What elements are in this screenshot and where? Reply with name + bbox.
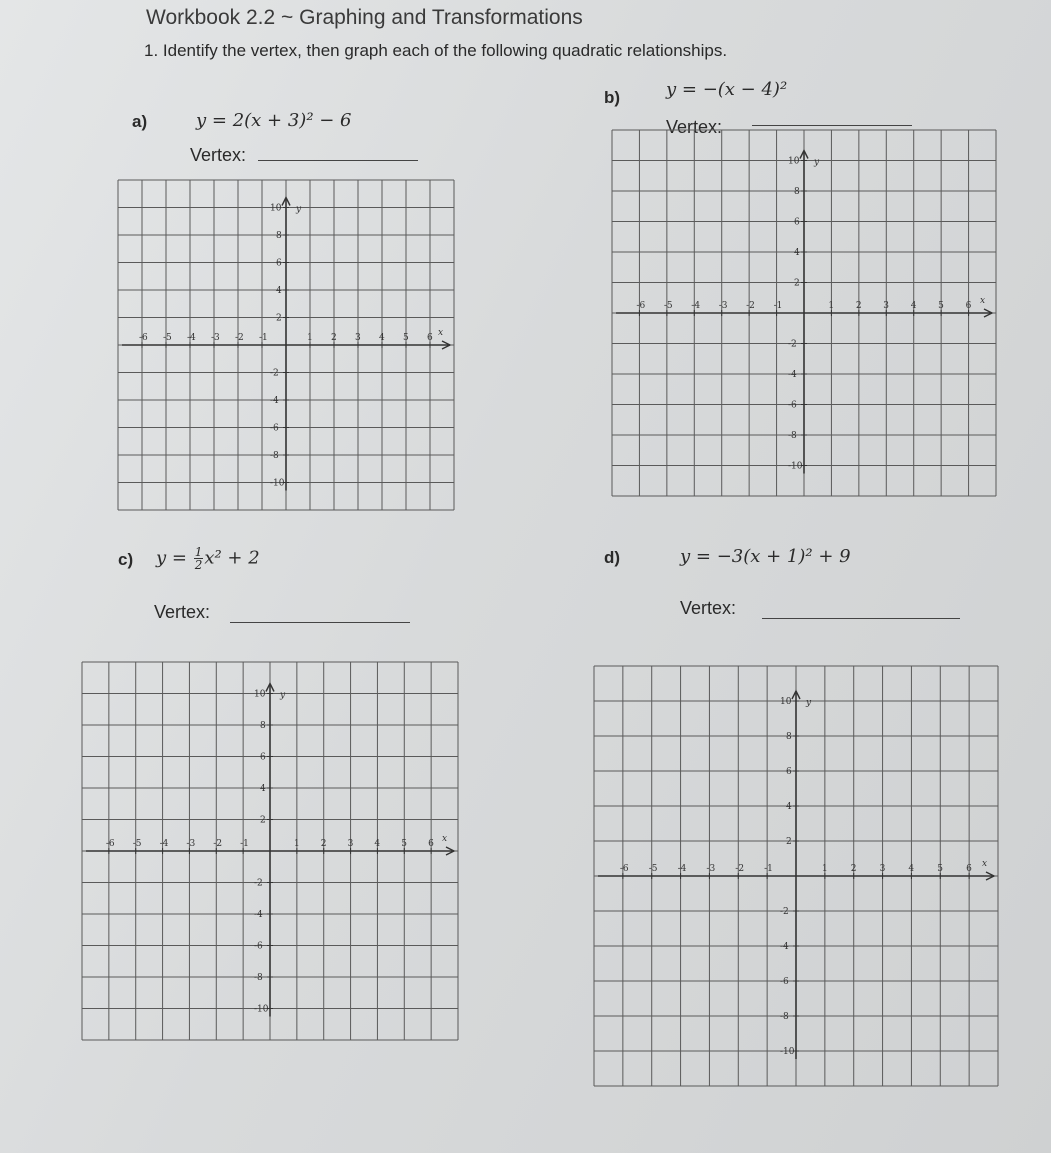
part-c-equation xyxy=(156,546,260,571)
y-tick-label: -6 xyxy=(270,423,279,434)
part-a-vertex-answer[interactable] xyxy=(258,160,418,161)
x-tick-label: -1 xyxy=(764,864,773,874)
x-tick-label: 3 xyxy=(879,864,886,874)
x-tick-label: 1 xyxy=(307,333,313,343)
x-tick-label: 6 xyxy=(427,333,433,343)
part-d-vertex-answer[interactable] xyxy=(762,602,960,619)
x-tick-label: -5 xyxy=(163,333,172,343)
page-title: Workbook 2.2 ~ Graphing and Transformations xyxy=(146,6,583,29)
question-instruction: 1. Identify the vertex, then graph each of the following quadratic relationships. xyxy=(144,41,728,60)
part-b-equation: y = −(x − 4)² xyxy=(666,79,788,100)
part-b-label: b) xyxy=(604,88,621,107)
y-tick-label: -4 xyxy=(254,910,263,920)
y-tick-label: -2 xyxy=(270,368,279,379)
y-axis-label: y xyxy=(806,698,812,708)
x-axis-label: x xyxy=(982,859,988,869)
x-tick-label: -4 xyxy=(187,333,196,343)
part-c-label: c) xyxy=(118,550,134,569)
x-tick-label: 3 xyxy=(883,301,890,311)
x-tick-label: -6 xyxy=(636,301,646,311)
x-tick-label: -3 xyxy=(186,839,196,849)
y-tick-label: 2 xyxy=(276,313,282,324)
x-tick-label: -2 xyxy=(235,333,244,343)
y-tick-label: -8 xyxy=(780,1012,789,1022)
part-c-fraction xyxy=(194,546,204,571)
part-c-eq-rhs: x² + 2 xyxy=(204,547,260,569)
x-tick-label: -3 xyxy=(718,301,728,311)
x-tick-label: 4 xyxy=(908,864,915,874)
x-axis-label: x xyxy=(980,296,986,306)
x-tick-label: 2 xyxy=(850,864,857,874)
y-tick-label: -6 xyxy=(780,977,789,987)
y-tick-label: 8 xyxy=(794,187,800,197)
x-tick-label: -2 xyxy=(746,301,755,311)
y-tick-label: -4 xyxy=(788,370,797,380)
x-tick-label: 6 xyxy=(965,301,972,311)
part-d-vertex-label: Vertex: xyxy=(680,598,737,618)
x-axis-label: x xyxy=(438,328,444,338)
y-tick-label: -8 xyxy=(254,973,263,983)
y-tick-label: 6 xyxy=(786,767,792,777)
x-tick-label: -4 xyxy=(159,839,169,849)
y-tick-label: -6 xyxy=(254,941,263,952)
x-tick-label: -2 xyxy=(735,864,745,874)
x-tick-label: 5 xyxy=(938,301,944,311)
x-tick-label: 3 xyxy=(355,333,361,343)
x-tick-label: 1 xyxy=(293,839,300,849)
y-tick-label: -10 xyxy=(788,461,803,472)
x-tick-label: -4 xyxy=(691,301,701,311)
x-tick-label: 6 xyxy=(428,839,434,849)
x-tick-label: 5 xyxy=(403,333,409,343)
part-d-label: d) xyxy=(604,548,621,567)
x-tick-label: 1 xyxy=(821,864,828,874)
x-tick-label: 6 xyxy=(966,864,972,874)
x-tick-label: -6 xyxy=(139,333,148,343)
y-tick-label: 4 xyxy=(276,286,282,296)
part-a-vertex-label: Vertex: xyxy=(190,145,247,165)
y-tick-label: -10 xyxy=(254,1004,269,1015)
graph-grid-b[interactable] xyxy=(612,130,996,496)
y-tick-label: 10 xyxy=(270,203,282,214)
y-tick-label: 8 xyxy=(786,732,792,742)
x-tick-label: -4 xyxy=(677,864,687,874)
x-tick-label: -5 xyxy=(648,864,658,874)
y-tick-label: 4 xyxy=(794,248,800,258)
part-c-vertex-label: Vertex: xyxy=(154,602,211,622)
x-tick-label: 4 xyxy=(379,333,385,343)
y-tick-label: -2 xyxy=(780,907,789,917)
y-tick-label: 2 xyxy=(794,278,800,289)
x-tick-label: -5 xyxy=(132,839,142,849)
y-tick-label: -4 xyxy=(780,942,789,952)
y-tick-label: -2 xyxy=(254,878,263,889)
part-a-label: a) xyxy=(132,112,148,131)
part-c-fraction-denominator: 2 xyxy=(194,558,203,572)
x-tick-label: -1 xyxy=(773,301,783,311)
x-tick-label: 4 xyxy=(374,839,381,849)
x-tick-label: -3 xyxy=(706,864,716,874)
y-tick-label: 10 xyxy=(788,156,800,167)
x-tick-label: 2 xyxy=(320,839,327,849)
part-c-eq-lhs: y = xyxy=(156,547,193,569)
y-tick-label: 10 xyxy=(780,697,792,707)
y-tick-label: 2 xyxy=(786,837,792,847)
part-c-vertex-answer[interactable] xyxy=(230,606,410,623)
y-tick-label: -10 xyxy=(270,478,285,489)
x-tick-label: -6 xyxy=(105,839,115,849)
graph-grid-c[interactable] xyxy=(82,662,458,1040)
x-tick-label: 1 xyxy=(828,301,835,311)
part-b-vertex-answer[interactable] xyxy=(752,117,912,126)
x-tick-label: 2 xyxy=(855,301,862,311)
y-tick-label: -2 xyxy=(788,339,797,350)
y-axis-label: y xyxy=(814,157,820,168)
x-tick-label: -1 xyxy=(259,333,268,343)
y-tick-label: -4 xyxy=(270,396,279,406)
x-tick-label: 2 xyxy=(331,333,337,343)
x-tick-label: -6 xyxy=(619,864,629,874)
x-tick-label: 5 xyxy=(401,839,408,849)
x-tick-label: -2 xyxy=(213,839,223,849)
y-axis-label: y xyxy=(280,690,286,701)
y-tick-label: 6 xyxy=(260,752,266,763)
x-tick-label: 3 xyxy=(347,839,354,849)
part-c-fraction-numerator: 1 xyxy=(194,545,203,559)
y-tick-label: -8 xyxy=(788,431,797,441)
x-axis-label: x xyxy=(442,834,448,844)
y-tick-label: 10 xyxy=(254,689,266,700)
y-tick-label: 6 xyxy=(276,258,282,269)
part-b-vertex-label: Vertex: xyxy=(666,117,723,137)
y-tick-label: 2 xyxy=(260,815,266,826)
x-tick-label: 4 xyxy=(910,301,917,311)
x-tick-label: 5 xyxy=(937,864,944,874)
x-tick-label: -3 xyxy=(211,333,220,343)
y-tick-label: 4 xyxy=(260,784,266,794)
part-d-equation: y = −3(x + 1)² + 9 xyxy=(680,546,851,567)
y-tick-label: 6 xyxy=(794,217,800,228)
y-tick-label: 8 xyxy=(276,231,282,241)
y-tick-label: -10 xyxy=(780,1047,795,1057)
y-tick-label: 4 xyxy=(786,802,792,812)
y-axis-label: y xyxy=(296,204,302,215)
graph-grid-d[interactable] xyxy=(594,666,998,1086)
y-tick-label: -6 xyxy=(788,400,797,411)
x-tick-label: -5 xyxy=(663,301,673,311)
x-tick-label: -1 xyxy=(240,839,249,849)
part-a-equation: y = 2(x + 3)² − 6 xyxy=(196,110,352,131)
y-tick-label: -8 xyxy=(270,451,279,461)
y-tick-label: 8 xyxy=(260,721,266,731)
graph-grid-a[interactable] xyxy=(118,180,454,510)
